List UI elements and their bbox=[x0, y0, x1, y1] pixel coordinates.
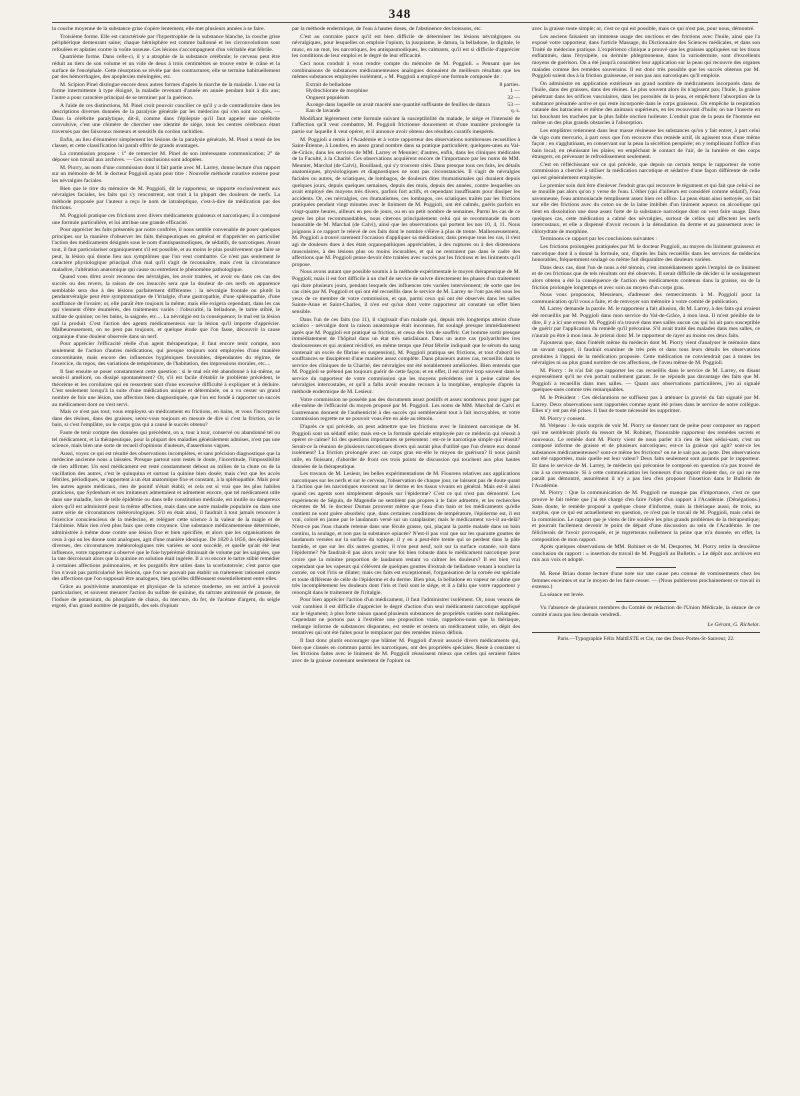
col3-paragraph: Vu l'absence de plusieurs membres du Comité de rédaction de l'Union Médicale, la séance de ce comité n'aura pas lieu demain vendredi. bbox=[532, 605, 760, 618]
col2-paragraph: D'après ce qui précède, on peut admettre que les frictions avec le liniment narcotique de M. Poggioli sont un sédatif utile; mais est-ce la formule spéciale employée par ce médecin qui réussit à opérer ce calme? Ici des questions importantes se présentent : est-ce le narcotique simple qui réussit? Serait-ce la réunion de plusieurs narcotiques divers qui aurait plus d'utilité que l'un d'entre eux donné isolément? La friction prolongée avec un corps gras est-elle le moyen de guérison? Il nous paraît utile, en finissant, d'aborder de front ces trois points de discussion qui touchent aux plus hautes données de la thérapeutique. bbox=[292, 424, 520, 470]
col2-paragraph: Pour bien apprécier l'action d'un médicament, il faut l'administrer isolément. Or, nous venons de voir combien il est difficile d'apprécier le degré d'action d'un seul médicament narcotique appliqué sur le tégument; à plus forte raison quand plusieurs substances de propriétés variées sont mélangées. Cependant ne portons pas à l'extrême une proposition vraie, rappelons-nous que la thériaque, mélange informe de substances disparates, est restée et restera un médicament utile, en dépit des tentatives qui ont été faites pour le remplacer par des remèdes mieux définis. bbox=[292, 597, 520, 637]
formula-row: Extrait de belladone 8 parties. bbox=[306, 81, 520, 88]
col3-paragraph: Les anciens faisaient un immense usage des onctions et des frictions avec l'huile, ainsi que l'a exposé votre rapporteur, dans l'article Massage, du Dictionnaire des Sciences médicales, et dans son Traité de médecine pratique. L'expérience clinique a prouvé que les graisses appliquées sur les tissus enflammés, dans l'érysipèle, ou dermite phlegmoneuse, dans la variodermite, sont d'excellents moyens de guérison. On a été jusqu'à considérer leur application sur la peau qui recouvre des organes malades comme des remèdes souverains. Il est donc très possible que les succès obtenus par M. Poggioli soient dus à la friction graisseuse, et non pas aux narcotiques qu'il emploie. bbox=[532, 33, 760, 80]
col2-paragraph: Votre commission ne possède pas des documents assez positifs et assez nombreux pour juger par elle-même de l'efficacité du moyen proposé par M. Poggioli. Les noms de MM. Marchal de Calvi et Lustremann donnent de l'authenticité à des succès qui sembleraient tout à fait incroyables, et votre commission regrette ne ne pouvoir vous être en aide au témoin. bbox=[292, 396, 520, 423]
col1-paragraph: Il faut ensuite se poser constamment cette question : si le mal eût été abandonné à lui-même, se serait-il amélioré, ou dissipé spontanément? Or, s'il est facile d'établir le problème précédent, le théorème et les corollaires qui en ressortent sont d'une excessive difficulté à expliquer et à déduire. C'est seulement lorsqu'à la suite d'une médication unique et déterminée, on a vu cesser un grand nombre de fois une lésion, une affection bien diagnostiquée, que l'on est fondé à rapporter un succès au médicament dont on s'est servi. bbox=[52, 368, 280, 408]
col2-paragraph: Les travaux de M. Lesieur, les belles expérimentations de M. Flourens relatives aux applications narcotiques sur les nerfs et sur le cerveau, l'observation de chaque jour, ne laissent pas de doute quant à l'action que les narcotiques exercent sur le derme et les tissus vivants en général. Mais est-il ainsi quand ces agents sont simplement déposés sur l'épiderme? C'est ce qui n'est pas démontré. Les expériences de Séguin, de Magendie ne semblent pas propres à le faire admettre, et les recherches récentes de M. le docteur Dumas prouvent même que l'eau d'un bain et les médicaments qu'elle contient ne sont guère absorbés; que, dans certaines conditions de température, l'épiderme est, il est vrai, coloré en jaune par le laudanum versé sur un cataplasme; mais le médicament va-t-il au-delà? N'est-ce pas l'eau chaude retenue dans une fécule grasse, qui, plaçant la partie malade dans un bain continu, la soulage, et non pas la substance opiacée? N'est-il pas vrai que sur les quarante gouttes de laudanum versées sur la surface du topique, il y en a peut-être trente qui se perdent dans la pâte humide, et que sur les dix autres gouttes, il n'en peut neuf, soit sur la surface cutanée, soit dans l'épiderme? Ne faudrait-il pas alors avoir une foi bien robuste dans le médicament narcotique pour croire que la minime proportion de laudanum restant va calmer les douleurs? Il est bien vrai cependant que les vapeurs qui s'élèvent de quelques gouttes d'extrait de belladone venant à toucher la cornée, on voit l'iris se dilater; mais ces faits est exceptionnel, l'organisation de la cornée est spéciale et toute différente de celle de l'épiderme et du derme. Bien plus, la belladone en vapeur ne calme que très incomplètement les douleurs dont l'iris et l'œil sont le siége, et il a fallu que votre rapporteur y renonçât dans le traitement de l'iritalgie. bbox=[292, 471, 520, 596]
formula-row: Eau de lavande q. s. bbox=[306, 108, 520, 115]
col3-paragraph: On administre en application extérieure un grand nombre de médicaments incorporés dans de l'huile, dans des graisses, dans des résines. Le plus souvent alors ils n'agissent pas; l'huile, la graisse pénétrant dans les orifices vasculaires, dans les porosités de la peau, et empêchent l'absorption de la substance présumée active et qui reste incorporée dans le corps graisseux. On empêche la respiration cutanée des batraciens et même des animaux supérieurs, en les recouvrant d'huile; on tue l'insecte en lui bouchant les trachées par la plus faible onction huileuse. L'enduit gras de la peau de l'homme est même un des plus grands obstacles à l'absorption. bbox=[532, 80, 760, 127]
page-number: 348 bbox=[388, 6, 412, 21]
col1-paragraph: Faute de tenir compte des données qui précèdent, on a, tour à tour, conservé ou abandonné tel ou tel médicament, et la thérapeutique, pour la plupart des maladies généralement admises, n'est pas une science, mais bien une sorte de recueil d'opinions d'auteurs, d'assertions vagues. bbox=[52, 430, 280, 450]
section-divider bbox=[616, 601, 676, 602]
printer-imprint: Paris.—Typographie Félix MaltESTE et Cie, rue des Deux-Portes-St-Sauveur, 22. bbox=[557, 636, 735, 643]
col2-paragraph: Modifiant légèrement cette formule suivant la susceptibilité du malade, le siége et l'intensité de l'affection qu'il veut combattre, M. Poggioli frictionne doucement et d'une manière prolongée la partie sur laquelle il veut opérer, et il annonce avoir obtenu des résultats curatifs inespérés. bbox=[292, 115, 520, 135]
formula-row: Onguent populéum 32 — bbox=[306, 94, 520, 101]
col3-paragraph: M. René Briau donne lecture d'une note sur une cause peu connue de vomissements chez les femmes enceintes et sur le moyen de les faire cesser. — (Nous publierons prochainement ce travail in extenso.) bbox=[532, 570, 760, 591]
formula-row: Axonge dans laquelle on avait macéré une quantité suffisante de feuilles de datura 53 — bbox=[306, 101, 520, 108]
col2-paragraph: Il faut donc plutôt encourager que blâmer M. Poggioli d'avoir associé divers médicaments qui, bien que classés en commun parmi les narcotiques, ont des propriétés spéciales. Reste à constater si les frictions faites avec le liniment de M. Poggioli réussissent mieux que celles qui seraient faites avec de la graisse contenant seulement de l'opium ou bbox=[292, 638, 520, 664]
col2-paragraph: Dans l'un de ces faits (no 11), il s'agissait d'un malade qui, depuis très longtemps atteint d'une sciatico - névralgie dont la raison anatomique était inconnue, fut soulagé presque immédiatement après que M. Poggioli eut pratiqué sa friction, et cessa dès lors de souffrir. Cet homme sortit presque immédiatement de l'hôpital dans un état très satisfaisant. Dans un autre cas (polyarthrites ires douloureuses et qui avaient récidivé, en même temps que l'état fébrile indiquait que le sérum du sang contenait un excès de fibrine en suspension), M. Poggioli pratiqua ses frictions, et tout d'abord les souffrances se dissipèrent d'une manière assez complète. Dans plusieurs autres cas, recueillis dans le service des cliniques de la Charité, des névralgies ont été notablement améliorées. Bien entendu que M. Poggioli se prêtend pas toujours guérir de cette façon; et en effet, il est arrivé trop souvent dans le service du rapporteur de votre commission que les moyens précédents ont à peine calmé des névralgies intercostales, et qu'il a fallu avoir ensuite recours à la morphine, employée d'après la méthode endermique de M. Lesieur. bbox=[292, 316, 520, 396]
signature-line: Le Gérant, G. Richelot. bbox=[707, 622, 760, 629]
col1-paragraph: M. Piorry, au nom d'une commission dont il fait partie avec M. Larrey, donne lecture d'un rapport sur un mémoire de M. le docteur Poggioli ayant pour titre : Nouvelle méthode curative externe pour les névralgies faciales. bbox=[52, 164, 280, 185]
col3-paragraph: Dans deux cas, dont l'un de nous a été témoin, c'est immédiatement après l'emploi de ce liniment et de ces frictions que de tels résultats ont été observés. Il serait difficile de décider si le soulagement alors obtenu a été la conséquence de l'action des médicaments contenus dans la graisse, ou de la friction prolongée longtemps et avec soin au moyen d'un corps gras. bbox=[532, 264, 760, 291]
header-rule bbox=[52, 22, 758, 23]
column-2 bbox=[292, 26, 520, 1086]
col1-paragraph: La commission propose : 1° de remercier M. Pinel de son intéressante communication; 2° de déposer son travail aux archives. — Ces conclusions sont adoptées. bbox=[52, 150, 280, 164]
col1-paragraph: Aussi, voyez ce qui est résulté des observations incomplètes, et sans précision diagnostique que la médecine ancienne nous a laissées. Presque partout sont restés le doute, l'incertitude, l'impossibilité de rien affirmer. Un seul médicament est resté constamment debout au milieu de la chute ou de la vacillation des autres, c'est le quinquina et surtout la quinine bien dosée; mais c'est que les accès fébriles, périodiques, se rapportent à un état anatomique fixe et constant, à la splénopathie. Mais pour les autres agents médicaux, rien de positif n'était établi; et cela est si vrai que les plus habiles praticiens, que Sydenham et ses imitateurs admettaient et admettent encore, que tel médicament utile dans une maladie, lors de telle épidémie ou dans telle constitution médicale, est inutile ou dangereux alors qu'il est administré pour la même affection, mais dans une autre maladie populaire ou dans une autre série de circonstances météorologiques. S'il en était ainsi, il faudrait à tout jamais renoncer à l'exercice consciencieux de la médecine, et reléguer cette science à la valeur de la magie et de l'alchimie. Mais rien n'est plus faux que cette croyance. Une substance médicamenteuse déterminée, administrée à même dose contre une lésion fixe et bien spécifiée, et alors que les organisations de ceux à qui on les donne sont analogues, agit d'une manière identique. De 1820 à 1856, des épidémies diverses, des circonstances météorologiques très variées se sont succédé, et quelle qu'ait été leur influence, votre rapporteur a observé que le foie hypérémié diminuait de volume par les saignées, que la rate décroissait alors que la quinine en solution était ingérée. Il a vu encore le tartre stibié remédier à certaines affections pulmonaires, et les purgatifs être utiles dans la scorbutotroïe; c'est parce que l'on n'avait pas particularisé les lésions, que l'on ne pouvait pas établir un traitement rationnel contre des affections que l'on supposait être analogues, bien qu'elles différassent essentiellement entre elles. bbox=[52, 450, 280, 583]
col3-paragraph: M. Piorry y consent. bbox=[540, 415, 586, 422]
col1-paragraph: Quand vous direz avoir reconnu des névralgies, les avoir traitées, et avoir eu dans ces cas des succès ou des revers, la raison de ces insuccès sera que la douleur de ces nerfs en apparence semblable sera due à des lésions parfaitement différentes : la névralgie frontale ou plutôt la pendantvéralgie peut être symptomatique de l'iritalgie, d'une gastropathie, d'une splénopathie, d'une souffrance de l'ovaire; or, elle paraît être toujours la même; mais elle exigera cependant, dans les cas qui viennent d'être énumérés, des traitements variés : l'obscurité, la belladone, le tartre stibié, le sulfate de quinine; ou les bains, la saignée, etc.... La névralgie est la conséquence; le mal est la lésion qui la produit. C'est l'action des agents médicamenteux sur la lésion qu'il importe d'apprécier. Malheureusement, on ne peut pas toujours, et quelque étude que l'on fasse, découvrir la cause organique d'une douleur observée dans un nerf. bbox=[52, 274, 280, 340]
col1-paragraph: Mais ce n'est pas tout; vous employez un médicament en frictions, en bains, et vous l'incorporez dans des résines, dans des graisses, serez-vous toujours en mesure de dire si c'est la friction, ou le bain, si c'est l'emplâtre, ou le corps gras qui a causé le succès obtenu? bbox=[52, 409, 280, 429]
col3-paragraph: Les frictions prolongées pratiquées par M. le docteur Poggioli, au moyen du liniment graisseux et narcotique dont il a donné la formule, ont, d'après les faits recueillis dans les services de médecins honorables, fréquemment soulagé ou même fait disparaître des douleurs variées. bbox=[532, 244, 760, 264]
column-1 bbox=[52, 26, 280, 1086]
col3-paragraph: Après quelques observations de MM. Robinet et de M. Desportes, M. Piorry retire la deuxième conclusion du rapport : « insertion du travail de M. Poggioli au Bulletin. » Le dépôt aux archives est mis aux voix et adopté. bbox=[532, 544, 760, 564]
col3-paragraph: M. Velpeau : Je suis surpris de voir M. Piorry se donner tant de peine pour composer un rapport qui me semblerait plutôt du ressort de M. Robinet, l'honorable rapporteur des remèdes secrets et nouveaux. Le remède dont M. Piorry vient de nous parler n'a rien de bien sédui-sant, c'est un composé informe de graisse et de plusieurs narcotiques; est-ce la graisse qui agit? sont-ce les substances médicamenteuses? sont-ce même les frictions? on ne le sait pas au juste. Des observations ont été rapportées, mais quelle est leur valeur? Deux faits seulement sont garantis par le rapporteur. Et dans le service de M. Larrey, le médecin qui préconise le composé en question n'a pas trouvé de cas à sa convenance. Si à cette communication les honneurs d'un rapport étaient dus, ce qui ne me paraît pas démontré, assurément il n'y a pas lieu d'en proposer l'insertion dans le Bulletin de l'Académie. bbox=[532, 423, 760, 489]
col3-paragraph: M. Larrey demande la parole. M. le rapporteur a fait allusion, dit M. Larrey, à des faits qui avaient été recueillis par M. Poggioli dans mon service du Val-de-Grâce, à mon insu. Il m'est pénible de le dire, il y a ici une erreur. M. Poggioli n'a trouvé dans mes salles aucun cas qui lui ait paru susceptible de guérir par l'application du remède qu'il préconise. S'il avait traité des malades dans mes salles, ce n'aurait pu être à mon insu. Je prierai donc M. le rapporteur de rayer au moins ces deux faits. bbox=[532, 306, 760, 339]
col1-paragraph: Quatrième forme. Dans celle-ci, il y a atrophie de la substance cérébrale; le cerveau peut être réduit au tiers de son volume et un vide de deux à trois centimètres se trouve entre le crâne et la surface de l'encéphale. Cette résorption se révèle par des contractures; elle se termine habituellement par des hémorrhagies, des apoplexies méningées, etc. bbox=[52, 54, 280, 81]
col3-paragraph: avec la graisse toute simple; or, c'est ce qui est possible, mais ce qui n'est pas, pour nous, démontré. bbox=[532, 26, 755, 32]
col1-paragraph: Grâce au positivisme anatomique et physique de la science moderne, on est arrivé à pouvoir particulariser, et souvent mesurer l'action du sulfate de quinine, du tartrate antimonié de potasse, de l'iodure de potassium, du phosphate de chaux, du mercure, du fer, de l'acétate d'argent, du seigle ergoté, d'un grand nombre de purgatifs, des sels d'opium bbox=[52, 583, 280, 610]
col2-paragraph: Nous avons autant que possible soumis à la méthode expérimentale le moyen thérapeutique de M. Poggioli; mais il est fort difficile à un chef de service de suivre directement les phases d'un traitement qui dure plusieurs jours, pendant lesquels des influences très variées interviennent; de sorte que les cas cités par M. Poggioli et qui ont été recueillis dans le service de M. Larrey ne l'ont pas été sous les yeux de ce membre de votre commission, et que, parmi ceux qui ont été observés dans les salles Sainte-Anne et Saint-Charles, il n'en est qu'un dont votre rapporteur ait constaté un effet bien sensible. bbox=[292, 269, 520, 315]
col3-paragraph: M. Piorry : Je n'ai fait que rapporter les cas recueillis dans le service de M. Larrey, en disant expressément qu'il ne s'en portait nullement garant. Je ne réponds pas davantage des faits que M. Poggioli a recueillis dans mes salles. — Quant aux observations particulières, j'en ai signalé quelques-unes comme très remarquables. bbox=[532, 367, 760, 394]
col1-paragraph: Enfin, au lieu d'énumérer simplement les lésions de la paralysie générale, M. Pinel a tenté de les classer, et cette classification lui paraît offrir de grands avantages. bbox=[52, 136, 280, 150]
col1-paragraph: Troisième forme. Elle est caractérisée par l'hypertrophie de la substance blanche, la couche grise périphérique demeurant saine; chaque hémisphère est comme ballonné et les circonvolutions sont refoulées et aplaties contre la voûte osseuse. Ces lésions s'accompagnent d'un véritable état fébrile. bbox=[52, 33, 280, 53]
col2-paragraph: par la méthode endermique, de l'eau à hautes doses, de l'abstinence des boissons, etc. bbox=[292, 26, 483, 32]
col3-paragraph: M. Piorry : Que la communication de M. Poggioli ne manque pas d'importance, c'est ce que prouve le fait même que j'ai été chargé d'en faire l'objet d'un rapport à l'Académie. (Dénégations.) Sans doute, le remède proposé a quelque chose d'informe, mais la thériaque aussi, de trois, au surplus, que ce qui est actuellement en question, ce n'est pas le travail de M. Poggioli, mais celui de la commission. Le rapport que je viens de lire soulève les plus grands problèmes de la thérapeutique; et pourrait facilement devenir le point de départ d'une discussion au sein de l'Académie. Je me féliciterais de l'avoir provoquée, et je regretterais nullement la peine que m'a donnée, en effet, la composition de mon rapport. bbox=[532, 490, 760, 543]
col1-paragraph: Pour apprécier les faits présentés par notre confrère, il nous semble convenable de poser quelques principes sur la manière d'observer les faits thérapeutiques en général et d'apprécier en particulier l'action des médicaments désignés sous le nom d'antispasmodiques, de sédatifs, de narcotiques. Avant tout, il faut particulariser organiquement s'il est possible, et au moins le plus positivement que faire se peut, la lésion qui donne lieu aux symptômes que l'on veut combattre. Ce n'est pas seulement le caractère physiologique principal d'un mal qu'il s'agit de reconnaître, mais c'est la circonstance maladive, l'altération anatomique qui cause ou entretient le phénomène pathologique. bbox=[52, 227, 280, 273]
col3-paragraph: C'est en réfléchissant sur ce qui précède, que depuis un certain temps le rapporteur de votre commission a cherché à utiliser la médication narcotique et sédative d'une façon différente de celle qui est généralement employée. bbox=[532, 161, 760, 182]
col3-paragraph: Les emplâtres retiennent dans leur masse résineuse les substances qu'on y fait entrer, à part celui de vigo cum mercurio, à part ceux que l'on recouvre d'un remède actif, ils agissent tous d'une même façon : en s'agglutinant, en conservant sur la peau la sécrétion perspirée; en y remplissant l'office d'un bain local; en réunissant les plaies; en empêchant le contact de l'air, de la lumière et des corps étrangers, en prévenant le refroidissement seulement. bbox=[532, 127, 760, 161]
col1-paragraph: Bien que le titre du mémoire de M. Poggioli, dit le rapporteur, se rapporte exclusivement aux névralgies faciales, les faits qui s'y rencontrent, ont trait à la plupart des douleurs de nerfs. La méthode proposée par l'auteur a reçu le nom de iatraleptique, c'est-à-dire de médication par des frictions. bbox=[52, 185, 280, 212]
col2-paragraph: M. Poggioli a remis à l'Académie et à votre rapporteur des observations nombreuses recueillies à Saint-Étienne, à Londres, en assez grand nombre dans sa pratique particulière; quelques-unes au Val-de-Grâce, dans les services de MM. Larrey et Meunier; d'autres, enfin, dans les cliniques médicales de la Faculté, à la Charité. Ces observations acquièrent encore de l'importance par les noms de MM. Meunier, Marchal (de Calvi), Bouillaud, qui s'y trouvent cités. Dans presque tous ces faits, les détails anatomiques, physiologiques et diagnostiques ne sont pas circonstanciés. Il s'agit de névralgies faciales ou autres, de sciatiques, de lombagos, de douleurs dites rhumatismales qui duraient depuis quelques jours, depuis quelques semaines, depuis des mois, depuis des années, contre lesquelles on avait employé des moyens très divers, parfois fort actifs, et cependant insuffisants pour dissiper les accidents. Or, ces névralgies, ces rhumatismes, ces lombagos, ces sciatiques traités par les frictions pratiquées pendant vingt minutes avec le liniment de M. Poggioli, ont été calmés, guéris parfois en vingt-quatre heures, ailleurs en peu de jours, ou en un petit nombre de semaines. Parmi les cas de ce genre les plus recommandables, nous citerons principalement celui qui se recommande du nom honorable de M. Marchal (de Calvi), ainsi que les observations qui portent les nos 10, 4, 11. Nous joignons à ce rapport le relevé de ces faits dont le nombre s'élève à plus de trente. Malheureusement, M. Poggioli a trouvé rarement l'occasion d'appliquer sa médication; dans presque tous les cas, il s'est agi de douleurs dues à des états organopathiques appréciables, à des ruptures ou à des distensions musculaires, à des lésions plus ou moins incurables, et qui ne rentraient pas dans le cadre des affections que M. Poggioli pense devoir être traitées avec succès par les frictions et les liniments qu'il propose. bbox=[292, 136, 520, 268]
section-divider bbox=[616, 567, 676, 568]
col3-paragraph: M. le Président : Ces déclarations ne suffisent pas à atténuer la gravité du fait signalé par M. Larrey. Deux observations sont rapportées comme ayant été prises dans le service de notre collègue. Elles n'y ont pas été prises. Il faut de toute nécessité les supprimer. bbox=[532, 395, 760, 415]
col1-paragraph: Pour apprécier l'efficacité réelle d'un agent thérapeutique, il faut encore tenir compte, non seulement de l'action d'autres médications, qui presque toujours sont employées d'une manière concomitante, mais encore des influences hygiéniques favorables, dépendantes du régime, de l'exercice, du repos, des variations de température, de l'habitation, des impressions morales, etc.... bbox=[52, 341, 280, 368]
col2-paragraph: Ceci nous conduit à vous rendre compte du mémoire de M. Poggioli. « Pensant que les combinaisons de substances médicamenteuses analogues donnaient de meilleurs résultats que les mêmes substances employées isolément, » M. Poggioli a employé une formule composée de : bbox=[292, 60, 520, 81]
col1-paragraph: M. Poggioli pratique ces frictions avec divers médicaments graisseux et narcotiques; il a composé une formule particulière, et lui attribue une grande efficacité. bbox=[52, 213, 280, 226]
prescription-formula bbox=[306, 82, 520, 115]
formula-row: Hydrochlorate de morphine 1 — bbox=[306, 88, 520, 95]
col3-paragraph: Terminons ce rapport par les conclusions suivantes : bbox=[540, 236, 657, 243]
col3-paragraph: Le premier soin doit être d'enlever l'enduit gras qui recouvre le tégument et qui fait que celui-ci ne se mouille pas alors qu'on y verse de l'eau. L'éther (qui d'ailleurs est considéré comme sédatif), l'eau savonneuse, l'eau ammoniacale remplissent assez bien cet office. La peau étant ainsi nettoyée, on fait sur elle des frictions avec du coton ou de la laine imbibés d'un liniment aqueux ou alcoolique qui tient en dissolution une dose assez forte de la substance narcotique dont on veut faire usage. Dans quelques cas, cette médication a calmé des névralgies, surtout de celles qui affectent les nerfs intercostaux, et elle a dispensé d'avoir recours à la dénudation du derme et au pansement avec le chlorydrate de morphine. bbox=[532, 182, 760, 235]
col3-paragraph: J'ajouterai que, dans l'intérêt même du médecin dont M. Piorry vient d'analyser le mémoire dans un savant rapport, il faudrait examiner de très près et dans tous leurs détails les observations produites à l'appui de la médication proposée. Cette médication ne conviendrait pas à toutes les névralgies ni au plus grand nombre de ces affections, de l'aveu même de M. Poggioli. bbox=[532, 340, 760, 367]
col1-paragraph: A l'aide de ces distinctions, M. Pinel croit pouvoir concilier ce qu'il y a de contradictoire dans les descriptions diverses données de la paralysie générale par les médecins qui s'en sont occupés. — Dans la cérébrite paralytique, dit-il, comme dans l'épilepsie qu'il faut appeler une cérébrite convulsive, c'est une chimère de chercher une identité de siége, tous les centres cérébraux étant traversés par des faisceaux moteurs et sensitifs du cordon rachidien. bbox=[52, 102, 280, 135]
imprint-rule bbox=[532, 632, 760, 633]
col2-paragraph: C'est au contraire parce qu'il est bien difficile de déterminer les lésions névralgiques ou névralgiques, pour lesquelles on emploie l'opium, la jusquiame, le datura, la belladone, la digitale, le musc, en un mot, les narcotiques, les antispasmodiques, les calmants, qu'il est si difficile d'apprécier les conditions de leur emploi et le degré de leur efficacité. bbox=[292, 33, 520, 60]
column-3 bbox=[532, 26, 760, 1086]
col1-paragraph: la couche moyenne de la substance grise s'opère lentement, elle met plusieurs années à se faire. bbox=[52, 26, 266, 32]
col3-paragraph: La séance est levée. bbox=[540, 591, 585, 598]
col3-paragraph: Nous vous proposons, Messieurs, d'adresser des remerciments à M. Poggioli pour la communication qu'il vous a faite, et de renvoyer son mémoire à votre comité de publication. bbox=[532, 292, 760, 305]
col1-paragraph: M. Scipion Pinel distingue encore deux autres formes d'après la marche de la maladie. L'une est la forme intermittente à type éloigné, la maladie revenant d'année en année pendant huit à dix ans; l'autre a pour caractère principal de se terminer par la guérison. bbox=[52, 81, 280, 101]
